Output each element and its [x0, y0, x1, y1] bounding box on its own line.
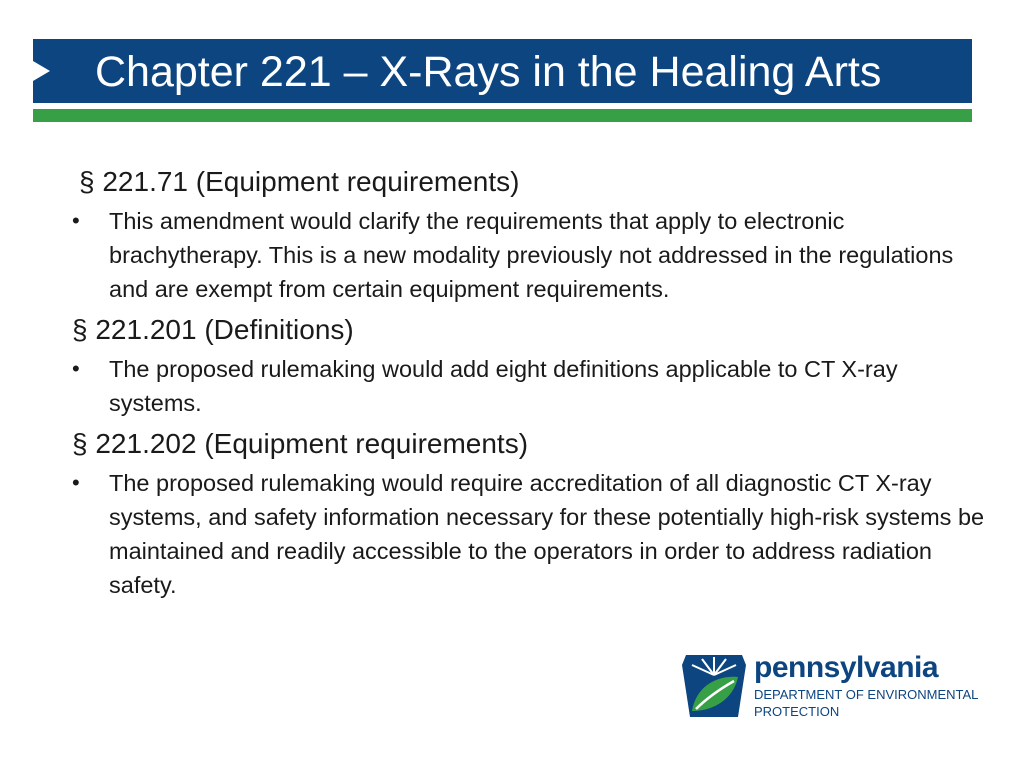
- slide-body: [72, 162, 992, 606]
- section-heading: § 221.202 (Equipment requirements): [72, 428, 529, 459]
- bullet-item: [72, 352, 992, 420]
- bullet-icon: •: [72, 208, 80, 233]
- bullet-item: [72, 466, 992, 602]
- section-heading: § 221.201 (Definitions): [72, 314, 354, 345]
- bullet-icon: •: [72, 356, 80, 381]
- title-bar: [33, 39, 972, 103]
- bullet-text: The proposed rulemaking would add eight definitions applicable to CT X-ray systems.: [109, 356, 898, 416]
- section-heading: § 221.71 (Equipment requirements): [79, 166, 520, 197]
- bullet-icon: •: [72, 470, 80, 495]
- keystone-leaf-icon: [682, 653, 746, 719]
- logo-subtitle-line1: DEPARTMENT OF ENVIRONMENTAL: [754, 687, 979, 702]
- title-arrow-icon: [33, 61, 50, 81]
- pa-dep-logo: [682, 653, 982, 721]
- accent-divider: [33, 109, 972, 122]
- bullet-text: The proposed rulemaking would require accreditation of all diagnostic CT X-ray systems, and safety information necessary for these potentially high-risk systems be maintained and readily accessible to the operators in order to address radiation safety.: [109, 470, 985, 598]
- bullet-item: [72, 204, 992, 306]
- logo-subtitle-line2: PROTECTION: [754, 704, 840, 719]
- slide-title: Chapter 221 – X-Rays in the Healing Arts: [95, 48, 882, 96]
- logo-wordmark: pennsylvania: [754, 651, 939, 684]
- bullet-text: This amendment would clarify the requirements that apply to electronic brachytherapy. This is a new modality previously not addressed in the regulations and are exempt from certain equipment requirements.: [109, 208, 954, 302]
